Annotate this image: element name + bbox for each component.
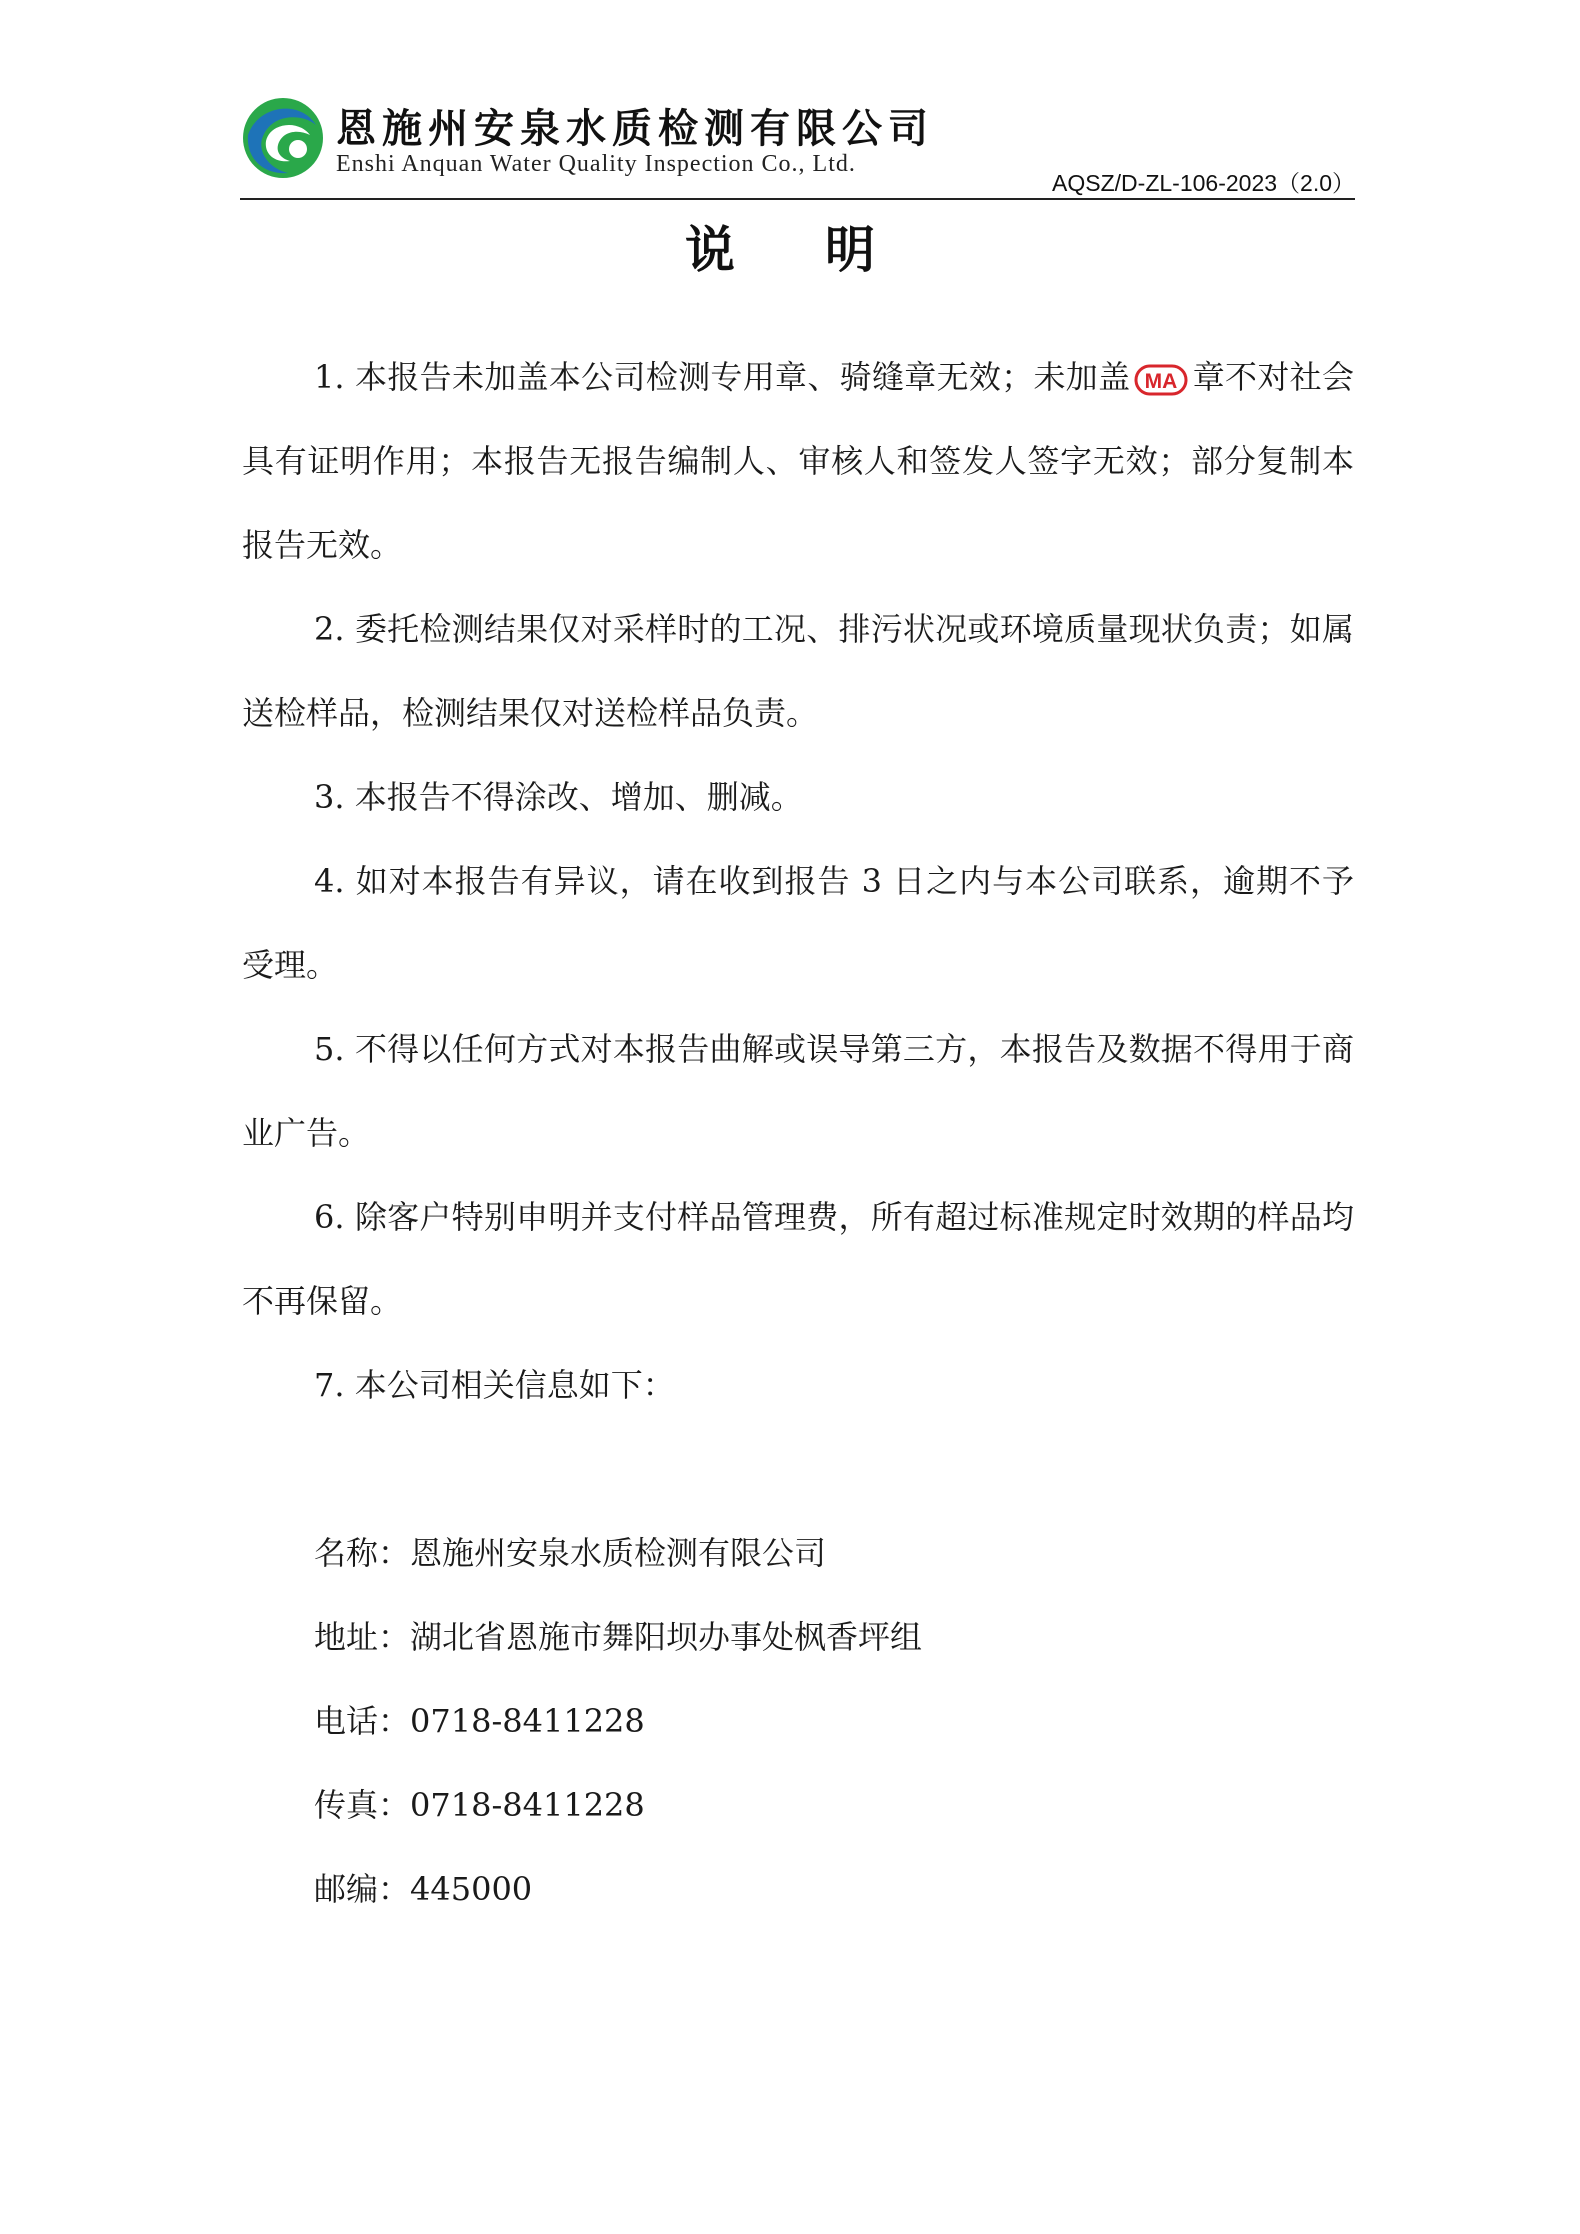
company-info-phone: 电话：0718-8411228 bbox=[314, 1702, 645, 1740]
header-divider bbox=[240, 198, 1355, 200]
company-info-address: 地址：湖北省恩施市舞阳坝办事处枫香坪组 bbox=[314, 1618, 923, 1656]
statement-item-4: 4. 如对本报告有异议，请在收到报告 3 日之内与本公司联系，逾期不予受理。 bbox=[242, 862, 1354, 984]
statement-item-6: 6. 除客户特别申明并支付样品管理费，所有超过标准规定时效期的样品均不再保留。 bbox=[242, 1198, 1354, 1320]
company-info bbox=[242, 1511, 1354, 1931]
page-title: 说 明 bbox=[685, 221, 895, 279]
cma-stamp-icon bbox=[1134, 364, 1188, 396]
statement-item-2: 2. 委托检测结果仅对采样时的工况、排污状况或环境质量现状负责；如属送检样品，检测结果仅对送检样品负责。 bbox=[242, 610, 1354, 732]
document-header bbox=[240, 95, 1355, 200]
statement-item-1 bbox=[242, 335, 1354, 587]
document-code: AQSZ/D-ZL-106-2023（2.0） bbox=[1052, 170, 1355, 196]
statement-item-1-text-b: 章不对社会具有证明作用；本报告无报告编制人、审核人和签发人签字无效；部分复制本报告无效。 bbox=[242, 358, 1354, 564]
company-name-en: Enshi Anquan Water Quality Inspection Co., Ltd. bbox=[336, 151, 856, 177]
statement-item-1-text-a: 1. 本报告未加盖本公司检测专用章、骑缝章无效；未加盖 bbox=[314, 358, 1131, 396]
company-info-name: 名称：恩施州安泉水质检测有限公司 bbox=[314, 1534, 827, 1572]
company-info-postcode: 邮编：445000 bbox=[314, 1870, 533, 1908]
statement-item-3: 3. 本报告不得涂改、增加、删减。 bbox=[314, 778, 803, 816]
statement-body bbox=[242, 335, 1354, 1931]
company-name-cn: 恩施州安泉水质检测有限公司 bbox=[336, 106, 934, 152]
company-logo-icon bbox=[240, 95, 326, 181]
company-info-fax: 传真：0718-8411228 bbox=[314, 1786, 645, 1824]
statement-item-5: 5. 不得以任何方式对本报告曲解或误导第三方，本报告及数据不得用于商业广告。 bbox=[242, 1030, 1354, 1152]
cma-stamp-text: MA bbox=[1145, 369, 1178, 393]
statement-item-7: 7. 本公司相关信息如下： bbox=[314, 1366, 675, 1404]
